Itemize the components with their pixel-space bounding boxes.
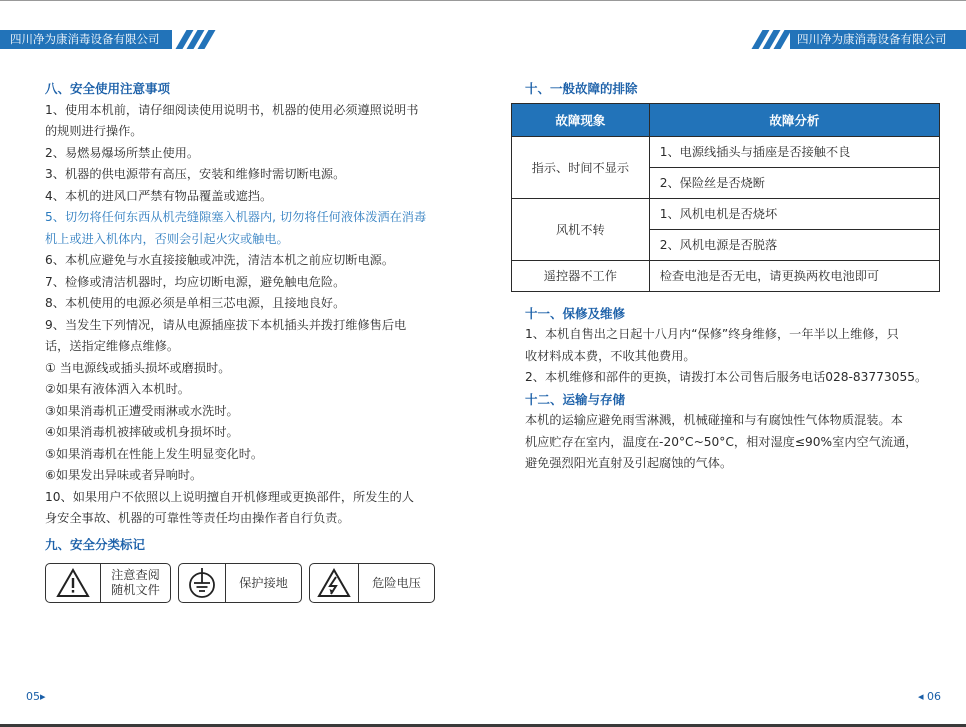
table-row — [512, 198, 940, 229]
safety-line: 身安全事故、机器的可靠性等责任均由操作者自行负责。 — [45, 511, 350, 525]
safety-line: 话，送指定维修点维修。 — [45, 339, 180, 353]
fault-table — [511, 103, 940, 292]
table-header-symptom: 故障现象 — [512, 103, 650, 136]
table-row — [512, 260, 940, 291]
safety-line: 4、本机的进风口严禁有物品覆盖或遮挡。 — [45, 188, 273, 203]
safety-line: 1、使用本机前，请仔细阅读使用说明书，机器的使用必须遵照说明书 — [45, 102, 419, 117]
symbol-protective-ground — [178, 563, 302, 603]
warning-triangle-icon — [56, 568, 90, 598]
safety-line: 8、本机使用的电源必须是单相三芯电源，且接地良好。 — [45, 296, 346, 310]
table-cell-cause: 2、风机电源是否脱落 — [649, 229, 939, 260]
safety-line-highlight: 5、切勿将任何东西从机壳缝隙塞入机器内, 切勿将任何液体泼洒在消毒 — [45, 210, 427, 224]
symbol-high-voltage — [309, 563, 435, 603]
section-12-title: 十二、运输与存储 — [525, 391, 626, 407]
table-cell-symptom: 指示、时间不显示 — [512, 136, 650, 198]
safety-line: ⑥如果发出异味或者异响时。 — [45, 468, 203, 482]
protective-ground-icon — [185, 566, 219, 600]
safety-line: ① 当电源线或插头损坏或磨损时。 — [45, 360, 231, 375]
safety-line: 2、易燃易爆场所禁止使用。 — [45, 145, 200, 160]
safety-line: 10、如果用户不依照以上说明擅自开机修理或更换部件，所发生的人 — [45, 489, 414, 504]
symbol-label: 随机文件 — [111, 583, 160, 597]
high-voltage-icon — [317, 568, 351, 598]
safety-symbols — [45, 563, 450, 603]
safety-line: ④如果消毒机被摔破或机身损坏时。 — [45, 425, 239, 439]
warranty-line: 1、本机自售出之日起十八月内“保修”终身维修，一年半以上维修，只 — [525, 327, 899, 341]
warranty-line: 2、本机维修和部件的更换，请拨打本公司售后服务电话028-83773055。 — [525, 370, 928, 384]
section-10-title: 十、一般故障的排除 — [525, 81, 638, 96]
safety-line: ③如果消毒机正遭受雨淋或水洗时。 — [45, 403, 239, 418]
safety-line: 7、检修或清洁机器时，均应切断电源，避免触电危险。 — [45, 274, 346, 289]
header-left-company: 四川净为康消毒设备有限公司 — [0, 30, 172, 49]
table-cell-cause: 检查电池是否无电，请更换两枚电池即可 — [649, 260, 939, 291]
right-column — [511, 78, 940, 475]
safety-line: ②如果有液体洒入本机时。 — [45, 382, 190, 396]
section-9-title: 九、安全分类标记 — [45, 536, 146, 552]
table-cell-symptom: 风机不转 — [512, 198, 650, 260]
table-cell-cause: 1、风机电机是否烧坏 — [649, 198, 939, 229]
top-rule — [0, 0, 966, 1]
safety-line: ⑤如果消毒机在性能上发生明显变化时。 — [45, 446, 264, 461]
symbol-consult-documents — [45, 563, 171, 603]
table-cell-cause: 1、电源线插头与插座是否接触不良 — [649, 136, 939, 167]
safety-line: 9、当发生下列情况，请从电源插座拔下本机插头并拨打维修售后电 — [45, 317, 407, 332]
safety-line: 的规则进行操作。 — [45, 124, 143, 138]
left-column — [45, 78, 450, 603]
symbol-label: 注意查阅 — [111, 568, 160, 582]
safety-line-highlight: 机上或进入机体内，否则会引起火灾或触电。 — [45, 231, 289, 246]
table-cell-cause: 2、保险丝是否烧断 — [649, 167, 939, 198]
safety-line: 3、机器的供电源带有高压，安装和维修时需切断电源。 — [45, 167, 346, 181]
safety-line: 6、本机应避免与水直接接触或冲洗，清洁本机之前应切断电源。 — [45, 253, 395, 267]
table-header-row — [512, 103, 940, 136]
page-number-right: ◂ 06 — [918, 690, 942, 703]
storage-line: 避免强烈阳光直射及引起腐蚀的气体。 — [525, 456, 733, 470]
table-cell-symptom: 遥控器不工作 — [512, 260, 650, 291]
warranty-line: 收材料成本费，不收其他费用。 — [525, 348, 696, 363]
symbol-label: 危险电压 — [372, 575, 421, 590]
page-number-left: 05▸ — [26, 690, 46, 703]
storage-line: 本机的运输应避免雨雪淋溅，机械碰撞和与有腐蚀性气体物质混装。本 — [525, 413, 903, 427]
section-11-title: 十一、保修及维修 — [525, 305, 626, 321]
table-header-analysis: 故障分析 — [649, 103, 939, 136]
table-row — [512, 136, 940, 167]
symbol-label: 保护接地 — [239, 575, 288, 590]
header-right-company: 四川净为康消毒设备有限公司 — [790, 30, 966, 49]
section-8-title: 八、安全使用注意事项 — [45, 81, 171, 96]
storage-line: 机应贮存在室内，温度在-20°C~50°C，相对湿度≤90%室内空气流通， — [525, 434, 918, 449]
